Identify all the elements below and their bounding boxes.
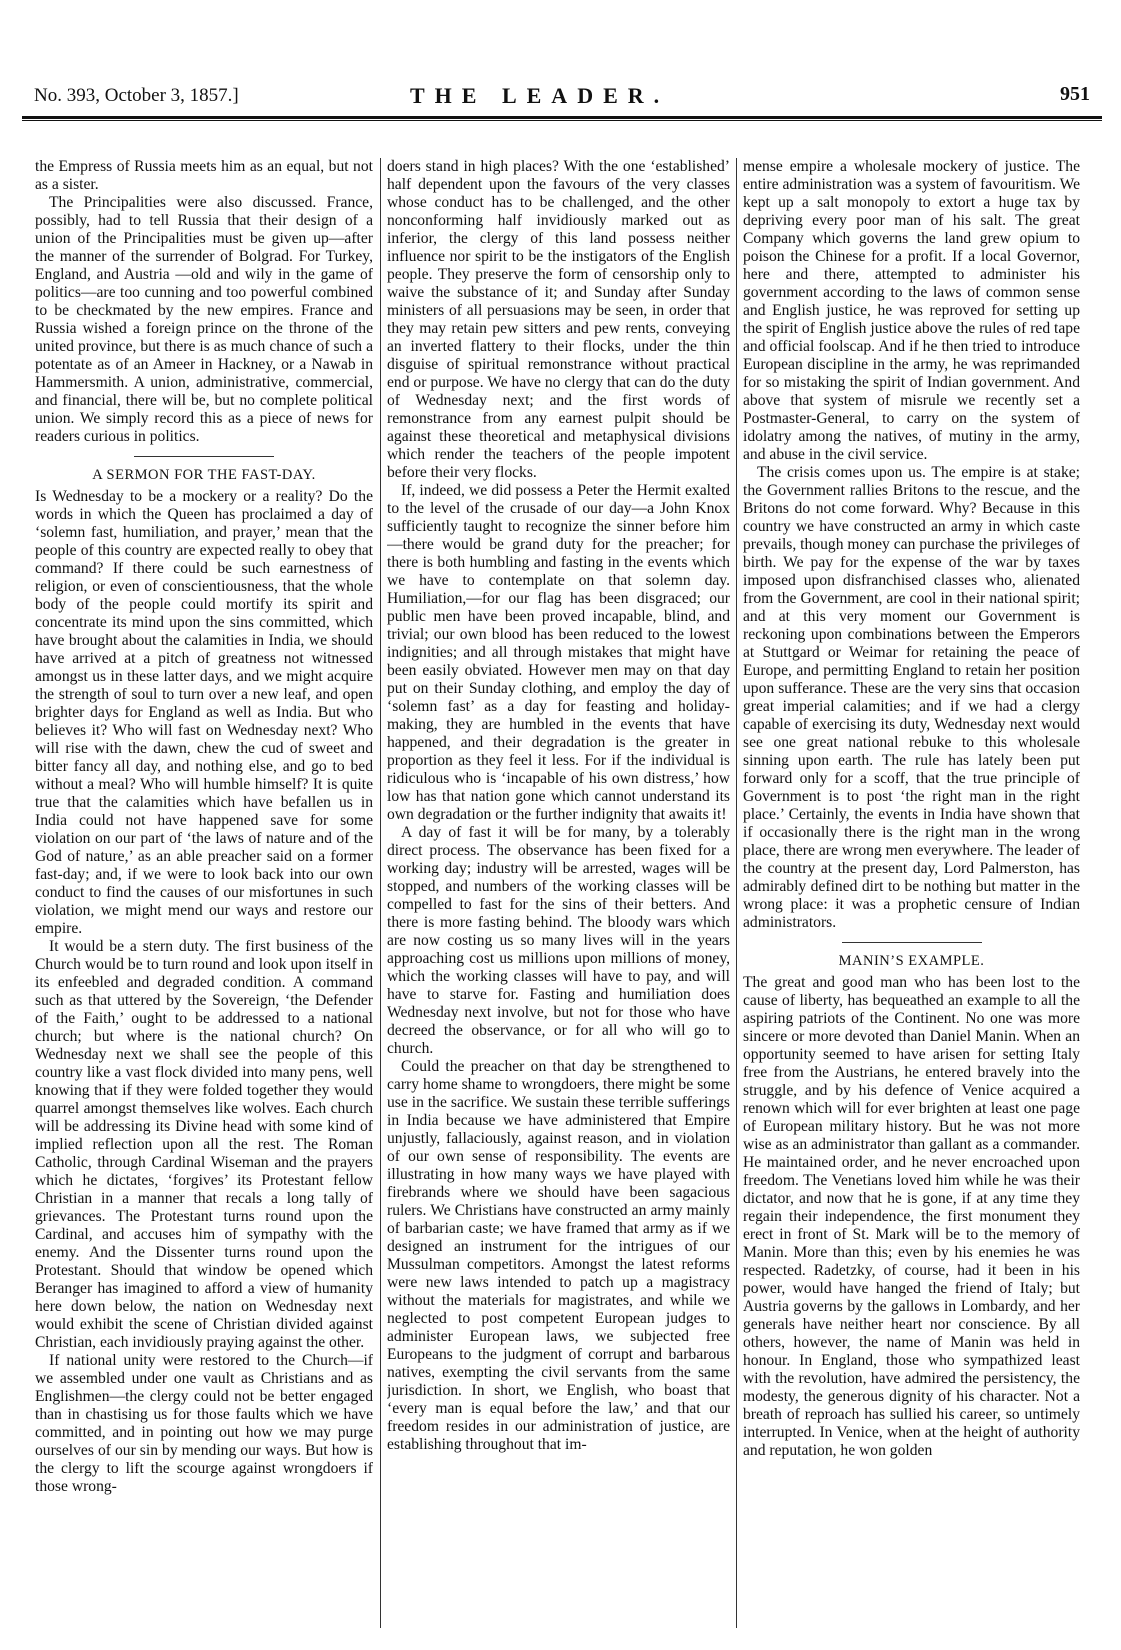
column-3 xyxy=(743,158,1080,1628)
paragraph: mense empire a wholesale mockery of justice. The entire administration was a system of favouritism. We kept up a salt monopoly to extort a huge tax by depriving every poor man of his salt. The great Company which governs the land grew opium to poison the Chinese for a profit. If a local Governor, here and there, attempted to administer his government according to the laws of common sense and English justice, he was reproved for setting up the spirit of English justice above the rules of red tape and official foolscap. And if he then tried to introduce European discipline in the army, he was reprimanded for so mistaking the spirit of Indian government. And above that system of misrule we recently set a Postmaster-General, to carry on the system of idolatry among the natives, of mutiny in the army, and abuse in the civil service. xyxy=(743,158,1080,463)
page-number: 951 xyxy=(1060,83,1090,105)
column-divider xyxy=(380,158,381,1628)
section-heading-block xyxy=(743,942,1080,970)
newspaper-title: THE LEADER. xyxy=(410,83,670,108)
paragraph: The crisis comes upon us. The empire is at stake; the Government rallies Britons to the rescue, and the Britons do not come forward. Why? Because in this country we have constructed an army in which caste prevails, though money can purchase the privileges of birth. We pay for the expense of the war by taxes imposed upon disfranchised classes who, alienated from the Government, are cool in their national spirit; and at this very moment our Government is reckoning upon combinations between the Emperors at Stuttgard or Weimar for retaining the peace of Europe, and permitting England to retain her position upon sufferance. These are the very sins that occasion great imperial calamities; and if we had a clergy capable of exercising its duty, Wednesday next would see one great national rebuke to this wholesale sinning upon earth. The rule has lately been put forward only for a scoff, that the true principle of Government is to post ‘the right man in the right place.’ Certainly, the events in India have shown that if occasionally there is the right man in the wrong place, there are wrong men everywhere. The leader of the country at the present day, Lord Palmerston, has admirably defined dirt to be nothing but matter in the wrong place: it was a prophetic censure of Indian administrators. xyxy=(743,464,1080,931)
header-rule xyxy=(22,116,1102,119)
section-heading: A SERMON FOR THE FAST-DAY. xyxy=(92,467,316,483)
column-2 xyxy=(387,158,730,1628)
paragraph: Is Wednesday to be a mockery or a reality? Do the words in which the Queen has proclaimed a day of ‘solemn fast, humiliation, and prayer,’ mean that the people of this country are expected really to obey that command? If there could be such earnestness of religion, or even of conscientiousness, that the whole body of the people could mortify its spirit and concentrate its mind upon the sins committed, which have brought about the calamities in India, we should have arrived at a pitch of greatness not witnessed amongst us in these latter days, and we might acquire the strength of soul to turn over a new leaf, and open brighter days for England as well as India. But who believes it? Who will fast on Wednesday next? Who will rise with the dawn, chew the cud of sweet and bitter fancy all day, and nothing else, and go to bed without a meal? Who will humble himself? It is quite true that the calamities which have befallen us in India could not have happened save for some violation on our part of ‘the laws of nature and of the God of nature,’ as an able preacher said on a former fast-day; and, if we were to look back into our own conduct to find the causes of our misfortunes in such violation, we might mend our ways and restore our empire. xyxy=(35,487,373,937)
section-rule xyxy=(842,942,982,943)
paragraph: If national unity were restored to the Church—if we assembled under one vault as Christians and as Englishmen—the clergy could not be better engaged than in chastising us for those faults which we have committed, and in pointing out how we may purge ourselves of our sin by mending our ways. But how is the clergy to lift the scourge against wrongdoers if those wrong- xyxy=(35,1351,373,1495)
column-divider xyxy=(736,158,737,1628)
paragraph: the Empress of Russia meets him as an equal, but not as a sister. xyxy=(35,158,373,193)
issue-date: No. 393, October 3, 1857.] xyxy=(34,85,239,106)
column-1 xyxy=(35,158,373,1628)
section-heading-block xyxy=(35,456,373,484)
section-heading: MANIN’S EXAMPLE. xyxy=(838,953,985,969)
paragraph: doers stand in high places? With the one ‘established’ half dependent upon the favours of the very classes whose conduct has to be challenged, and the other nonconforming half invidiously marked out as inferior, the clergy of this land possess neither influence nor spirit to be the instigators of the English people. They preserve the form of censorship only to waive the substance of it; and Sunday after Sunday ministers of all persuasions may be seen, in order that they may retain pew sitters and pew rents, conveying an inverted flattery to their flocks, under the thin disguise of spiritual remonstrance without practical end or purpose. We have no clergy that can do the duty of Wednesday next; and the first words of remonstrance from any earnest pulpit should be against these theoretical and metaphysical divisions which render the teachers of the people impotent before their very flocks. xyxy=(387,158,730,481)
page-header xyxy=(22,81,1102,115)
paragraph: Could the preacher on that day be strengthened to carry home shame to wrongdoers, there might be some use in the sacrifice. We sustain these terrible sufferings in India because we have administered that Empire unjustly, fallaciously, against reason, and in violation of our own sense of responsibility. The events are illustrating in how many ways we have played with firebrands where we should have been sagacious rulers. We Christians have constructed an army mainly of barbarian caste; we have framed that army as if we designed an instrument for the intrigues of our Mussulman competitors. Amongst the latest reforms were new laws intended to patch up a magistracy without the materials for magistrates, and while we neglected to post competent European judges to administer European laws, we subjected free Europeans to the judgment of corrupt and barbarous natives, exempting the civil servants from the same jurisdiction. In short, we English, who boast that ‘every man is equal before the law,’ and that our freedom resides in our administration of justice, are establishing throughout that im- xyxy=(387,1058,730,1453)
paragraph: A day of fast it will be for many, by a tolerably direct process. The observance has been fixed for a working day; industry will be arrested, wages will be stopped, and numbers of the working classes will be compelled to fast for the sins of their betters. And there is more fasting behind. The bloody wars which are now costing us so many lives will in the years approaching cost us millions upon millions of money, which the working classes will have to pay, and will have to starve for. Fasting and humiliation does Wednesday next involve, but not for those who have decreed the observance, or for all who will go to church. xyxy=(387,824,730,1057)
paragraph: It would be a stern duty. The first business of the Church would be to turn round and look upon itself in its enfeebled and degraded condition. A command such as that uttered by the Sovereign, ‘the Defender of the Faith,’ ought to be addressed to a national church; but where is the national church? On Wednesday next we shall see the people of this country like a vast flock divided into many pens, well knowing that if they were folded together they would quarrel amongst themselves like wolves. Each church will be addressing its Divine head with some kind of implied reflection upon all the rest. The Roman Catholic, through Cardinal Wiseman and the prayers which he dictates, ‘forgives’ its Protestant fellow Christian in a manner that recals a long tally of grievances. The Protestant turns round upon the Cardinal, and accuses him of sympathy with the enemy. And the Dissenter turns round upon the Protestant. Should that window be opened which Beranger has imagined to afford a view of humanity here down below, the nation on Wednesday next would exhibit the scene of Christian divided against Christian, each invidiously praying against the other. xyxy=(35,937,373,1351)
paragraph: The great and good man who has been lost to the cause of liberty, has bequeathed an example to all the aspiring patriots of the Continent. No one was more sincere or more devoted than Daniel Manin. When an opportunity seemed to have arisen for setting Italy free from the Austrians, he entered bravely into the struggle, and by his defence of Venice acquired a renown which will for ever brighten at least one page of European military history. But he was not more wise as an administrator than gallant as a commander. He maintained order, and he never encroached upon freedom. The Venetians loved him while he was their dictator, and now that he is gone, if at any time they regain their independence, the first monument they erect in front of St. Mark will be to the memory of Manin. More than this; even by his enemies he was respected. Radetzky, of course, had it been in his power, would have hanged the friend of Italy; but Austria governs by the gallows in Lombardy, and her generals have neither heart nor conscience. By all others, however, the name of Manin was held in honour. In England, those who sympathized least with the revolution, have admired the persistency, the modesty, the generous dignity of his character. Not a breath of reproach has sullied his career, so untimely interrupted. In Venice, when at the height of authority and reputation, he won golden xyxy=(743,973,1080,1459)
paragraph: If, indeed, we did possess a Peter the Hermit exalted to the level of the crusade of our day—a John Knox sufficiently taught to recognize the sinner before him—there would be grand duty for the preacher; for there is both humbling and fasting in the events which we have to contemplate on that solemn day. Humiliation,—for our flag has been disgraced; our public men have been proved incapable, blind, and trivial; our own blood has been reduced to the lowest indignities; and all through mistakes that might have been easily obviated. However men may on that day put on their Sunday clothing, and employ the day of ‘solemn fast’ as a day for feasting and holiday-making, they are humbled in the events that have happened, and their degradation is the greater in proportion as they feel it less. For if the individual is ridiculous who is ‘incapable of his own distress,’ how low has that nation gone which cannot understand its own degradation or the further indignity that awaits it! xyxy=(387,482,730,823)
section-rule xyxy=(134,456,274,457)
header-rule-thin xyxy=(22,120,1102,121)
paragraph: The Principalities were also discussed. France, possibly, had to tell Russia that their design of a union of the Principalities must be given up—after the manner of the surrender of Bolgrad. For Turkey, England, and Austria —old and wily in the game of politics—are too cunning and too powerful combined to be checkmated by the new empires. France and Russia wished a foreign prince on the throne of the united province, but there is as much chance of such a potentate as of an Ameer in Hackney, or a Nawab in Hammersmith. A union, administrative, commercial, and financial, there will be, but no complete political union. We simply record this as a piece of news for readers curious in politics. xyxy=(35,194,373,445)
